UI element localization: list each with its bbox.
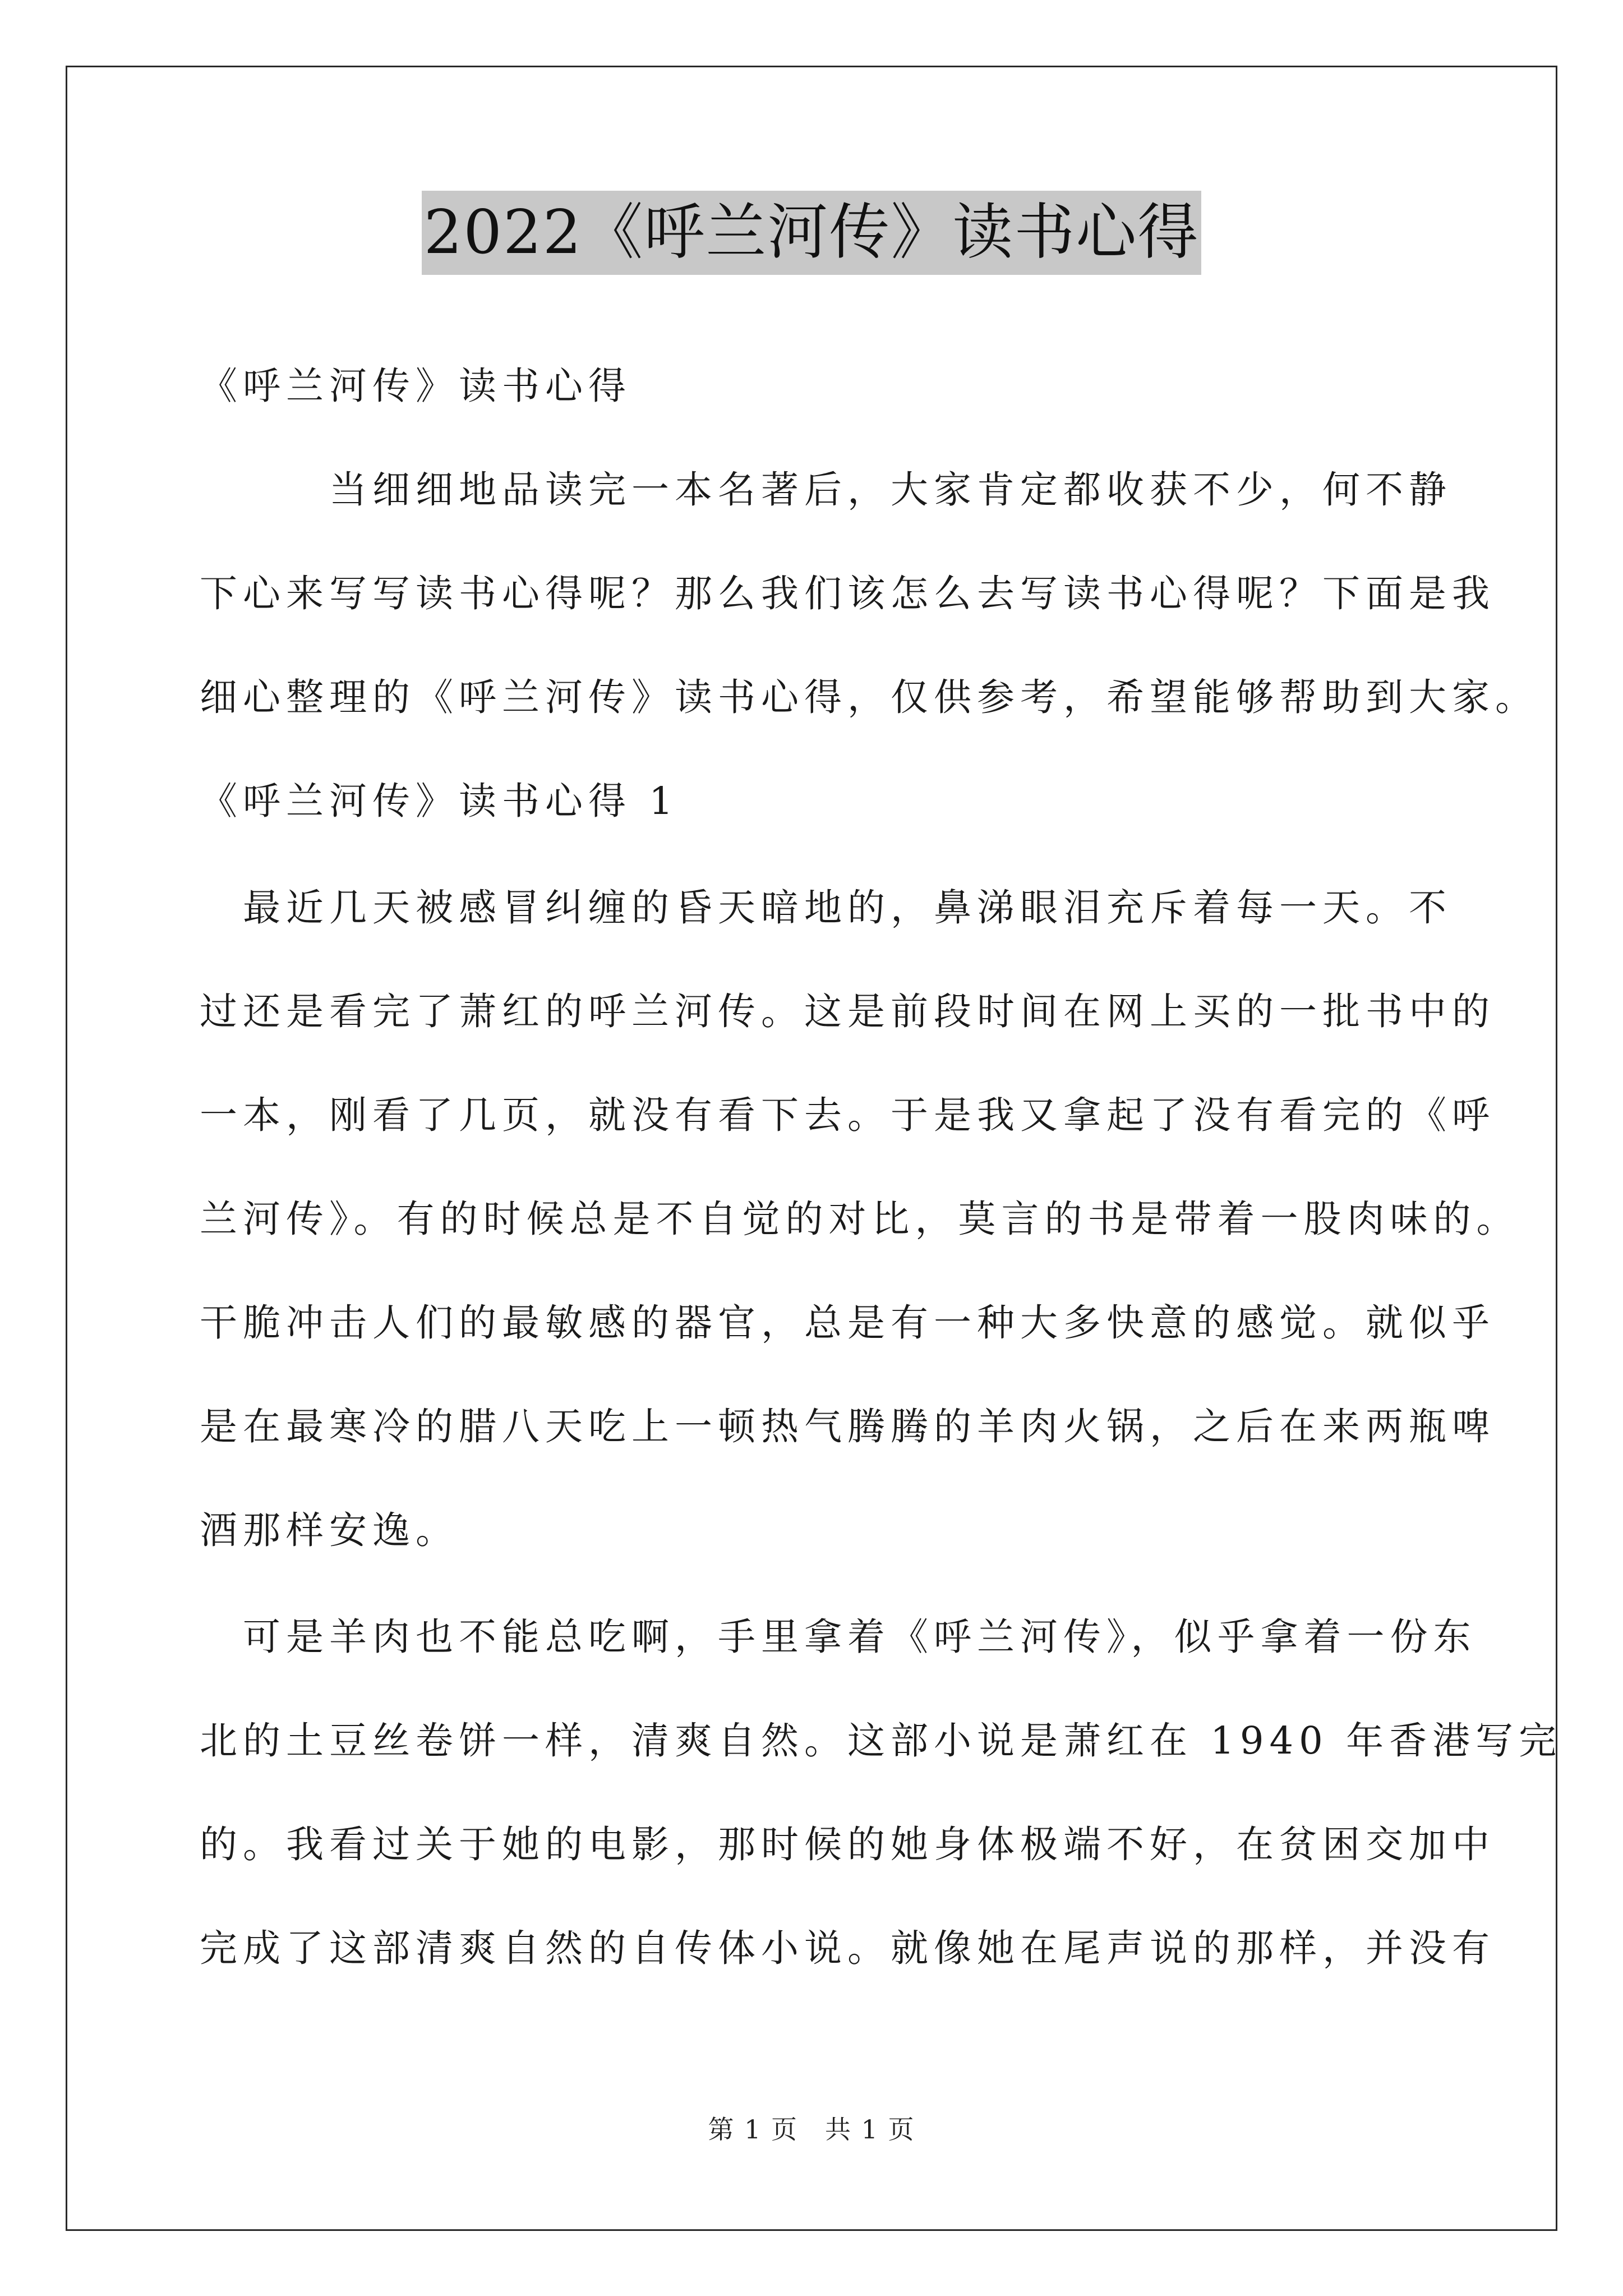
page-footer: 第 1 页 共 1 页 [708,2114,915,2145]
body-line: 细心整理的《呼兰河传》读书心得，仅供参考，希望能够帮助到大家。 [200,675,1538,719]
document-title: 2022《呼兰河传》读书心得 [422,191,1202,275]
body-line: 最近几天被感冒纠缠的昏天暗地的，鼻涕眼泪充斥着每一天。不 [200,886,1452,930]
body-line: 北的土豆丝卷饼一样，清爽自然。这部小说是萧红在 1940 年香港写完 [200,1719,1562,1763]
body-line: 兰河传》。有的时候总是不自觉的对比，莫言的书是带着一股肉味的。 [200,1197,1520,1241]
body-line: 可是羊肉也不能总吃啊，手里拿着《呼兰河传》，似乎拿着一份东 [200,1615,1477,1659]
title-container [0,191,1623,275]
body-line: 《呼兰河传》读书心得 1 [200,779,679,823]
body-line: 下心来写写读书心得呢？那么我们该怎么去写读书心得呢？下面是我 [200,572,1495,615]
body-line: 是在最寒冷的腊八天吃上一顿热气腾腾的羊肉火锅，之后在来两瓶啤 [200,1405,1495,1448]
body-line: 酒那样安逸。 [200,1508,459,1552]
body-line: 的。我看过关于她的电影，那时候的她身体极端不好，在贫困交加中 [200,1823,1495,1866]
body-line: 完成了这部清爽自然的自传体小说。就像她在尾声说的那样，并没有 [200,1926,1495,1970]
body-line: 当细细地品读完一本名著后，大家肯定都收获不少，何不静 [200,468,1452,512]
body-line: 《呼兰河传》读书心得 [200,364,631,408]
body-line: 一本，刚看了几页，就没有看下去。于是我又拿起了没有看完的《呼 [200,1093,1495,1137]
body-line: 过还是看完了萧红的呼兰河传。这是前段时间在网上买的一批书中的 [200,990,1495,1033]
body-line: 干脆冲击人们的最敏感的器官，总是有一种大多快意的感觉。就似乎 [200,1301,1495,1345]
